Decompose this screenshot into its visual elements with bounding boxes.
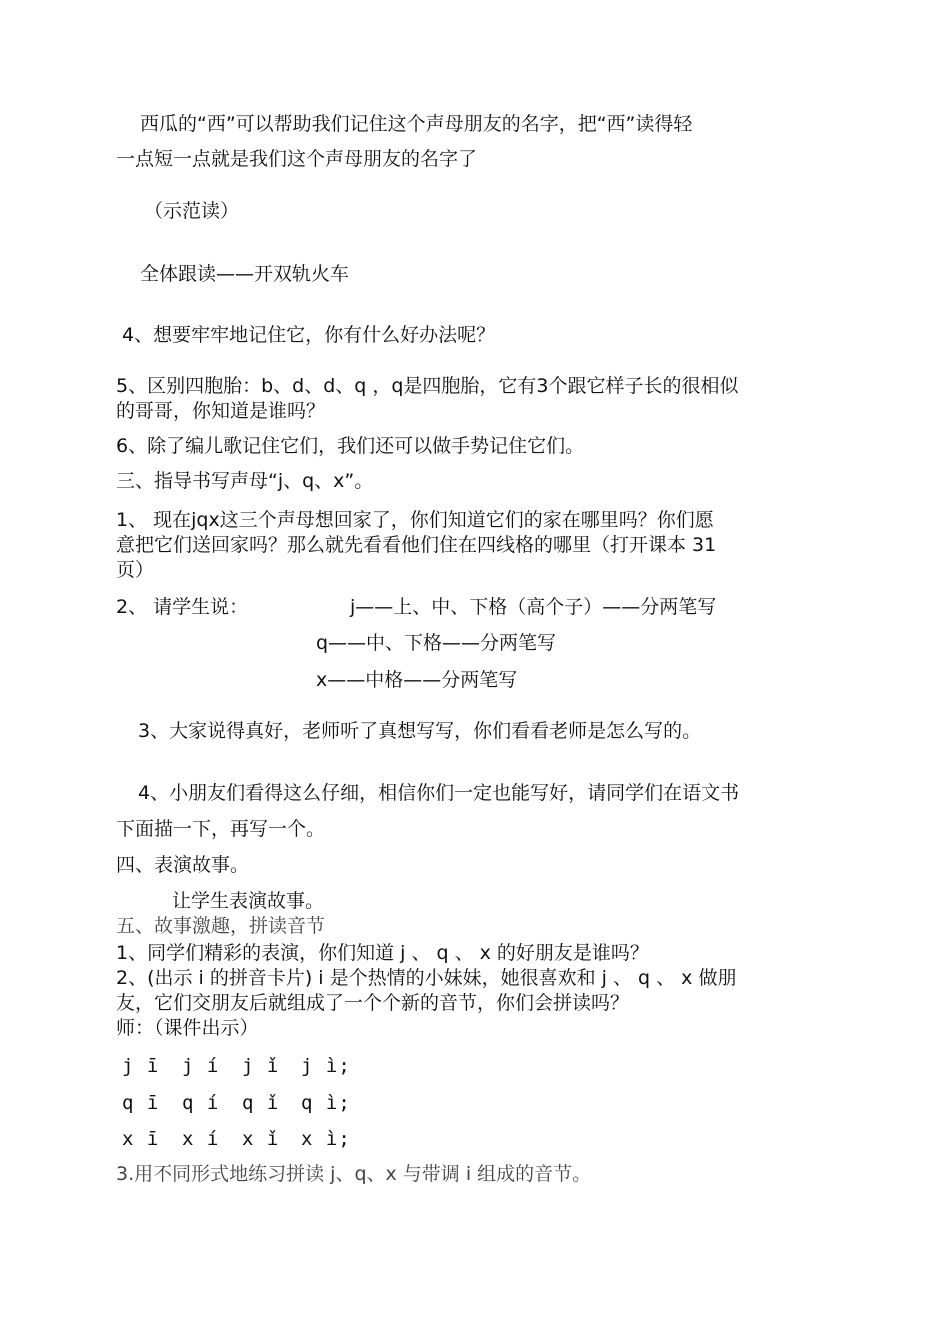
paragraph-line: 3.用不同形式地练习拼读 j、q、x 与带调 i 组成的音节。 <box>116 1163 592 1185</box>
paragraph-line: 3、大家说得真好，老师听了真想写写，你们看看老师是怎么写的。 <box>138 720 702 742</box>
pinyin-syllable: q ī <box>122 1092 160 1114</box>
paragraph-line: 5、区别四胞胎：b、d、d、q ，q是四胞胎，它有3个跟它样子长的很相似 <box>116 375 739 397</box>
pinyin-syllable: q ì; <box>301 1092 351 1114</box>
paragraph-line: 友，它们交朋友后就组成了一个个新的音节，你们会拼读吗？ <box>116 992 630 1014</box>
pinyin-syllable: x ì; <box>301 1128 351 1150</box>
paragraph-line: 2、(出示 i 的拼音卡片) i 是个热情的小妹妹，她很喜欢和 j 、 q 、 x 做朋 <box>116 967 737 989</box>
pinyin-syllable: q ǐ <box>242 1092 280 1114</box>
pinyin-syllable: x í <box>182 1128 220 1150</box>
pinyin-syllable: x ī <box>122 1128 160 1150</box>
paragraph-line: 页） <box>116 559 155 581</box>
paragraph-line: 6、除了编儿歌记住它们，我们还可以做手势记住它们。 <box>116 435 585 457</box>
paragraph-line: 一点短一点就是我们这个声母朋友的名字了 <box>116 148 478 170</box>
paragraph-line: 1、同学们精彩的表演，你们知道 j 、 q 、 x 的好朋友是谁吗？ <box>116 942 649 964</box>
paragraph-line: （示范读） <box>144 200 240 222</box>
section-heading: 四、表演故事。 <box>116 854 250 876</box>
writing-rule-q: q——中、下格——分两笔写 <box>316 632 557 654</box>
paragraph-line: 4、小朋友们看得这么仔细，相信你们一定也能写好，请同学们在语文书 <box>138 782 740 804</box>
pinyin-syllable: j ì; <box>301 1055 351 1077</box>
paragraph-line: 让学生表演故事。 <box>172 890 325 912</box>
paragraph-line: 意把它们送回家吗？那么就先看看他们住在四线格的哪里（打开课本 31 <box>116 534 717 556</box>
paragraph-line: 2、 请学生说： <box>116 596 249 618</box>
pinyin-syllable: j ǐ <box>242 1055 280 1077</box>
pinyin-syllable: j í <box>182 1055 220 1077</box>
paragraph-line: 的哥哥，你知道是谁吗？ <box>116 400 326 422</box>
paragraph-line: 1、 现在jqx这三个声母想回家了，你们知道它们的家在哪里吗？你们愿 <box>116 509 714 531</box>
paragraph-line: 全体跟读——开双轨火车 <box>140 263 350 285</box>
writing-rule-x: x——中格——分两笔写 <box>316 669 518 691</box>
paragraph-line: 下面描一下，再写一个。 <box>116 818 326 840</box>
section-heading: 五、故事激趣，拼读音节 <box>116 915 326 937</box>
writing-rule-j: j——上、中、下格（高个子）——分两笔写 <box>350 596 717 618</box>
pinyin-syllable: x ǐ <box>242 1128 280 1150</box>
pinyin-syllable: q í <box>182 1092 220 1114</box>
paragraph-line: 西瓜的“西”可以帮助我们记住这个声母朋友的名字，把“西”读得轻 <box>140 113 693 135</box>
pinyin-syllable: j ī <box>122 1055 160 1077</box>
paragraph-line: 师：（课件出示） <box>116 1017 259 1039</box>
paragraph-line: 4、想要牢牢地记住它，你有什么好办法呢？ <box>122 324 496 346</box>
section-heading: 三、指导书写声母“j、q、x”。 <box>116 470 374 492</box>
